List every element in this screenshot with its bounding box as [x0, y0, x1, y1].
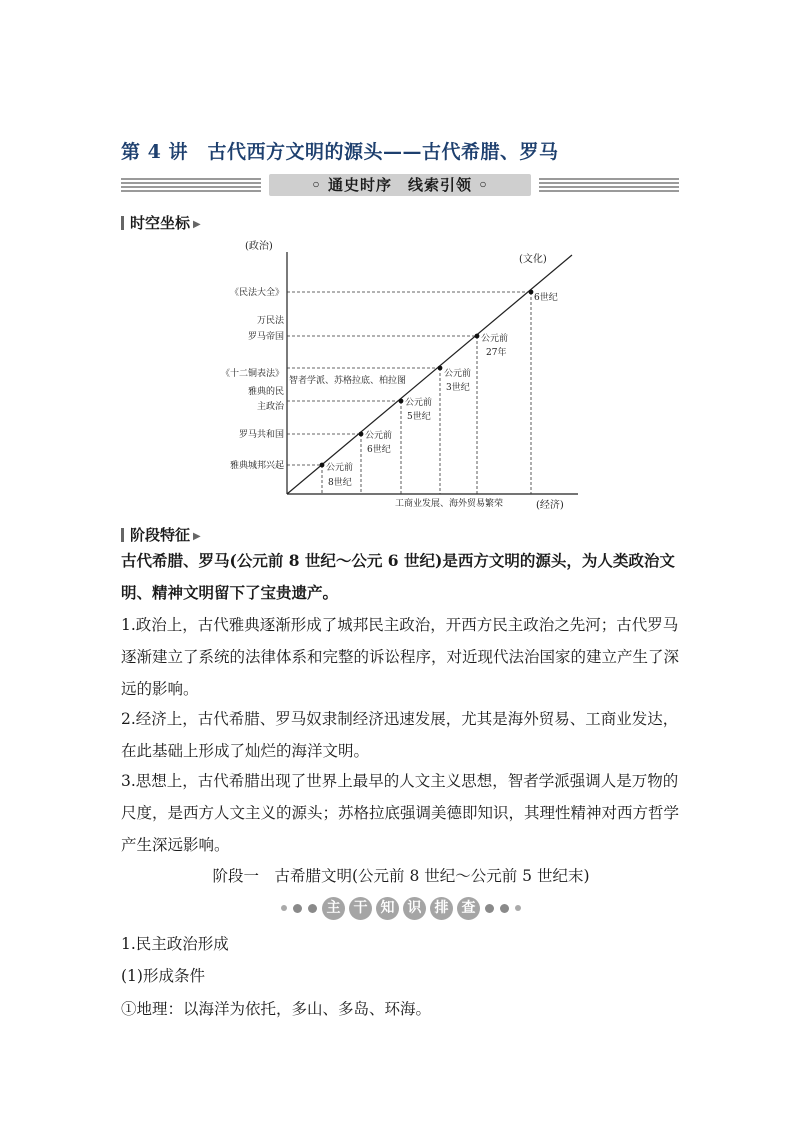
dot-icon — [293, 904, 302, 913]
point-label-2b: 6世纪 — [367, 445, 391, 455]
point-label-1a: 公元前 — [326, 463, 354, 473]
point-label-5b: 27年 — [486, 348, 507, 358]
dot-icon — [500, 904, 509, 913]
philosophers-note: 智者学派、苏格拉底、柏拉图 — [289, 376, 407, 386]
banner-char: 干 — [349, 897, 372, 920]
y-label-jus-gentium: 万民法 — [256, 316, 284, 326]
point-label-4a: 公元前 — [444, 369, 472, 379]
y-label-corpus-juris: 《民法大全》 — [229, 288, 284, 298]
section-banner — [121, 174, 679, 196]
y-label-athens-democracy-1: 雅典的民 — [247, 387, 284, 397]
stage-title: 阶段一 古希腊文明(公元前 8 世纪～公元前 5 世纪末) — [212, 867, 590, 885]
y-label-athens-democracy-2: 主政治 — [256, 402, 284, 412]
banner-char: 排 — [430, 897, 453, 920]
point-label-3a: 公元前 — [405, 398, 433, 408]
section-label-text: 阶段特征 — [130, 526, 191, 544]
page-title: 第 4 讲 古代西方文明的源头——古代希腊、罗马 — [121, 141, 559, 163]
point-label-2a: 公元前 — [365, 431, 393, 441]
point-label-3b: 5世纪 — [407, 412, 431, 422]
dot-icon — [281, 905, 287, 911]
point-6th-century-bc — [359, 432, 364, 437]
diagonal-label: (文化) — [519, 254, 547, 265]
section-label-timeline — [121, 212, 201, 233]
timeline-diagram — [200, 232, 590, 517]
banner-stripe-left — [121, 178, 261, 192]
point-27-bc — [475, 334, 480, 339]
y-label-athens-rise: 雅典城邦兴起 — [229, 461, 284, 471]
point-5th-century-bc — [399, 399, 404, 404]
banner-char: 识 — [403, 897, 426, 920]
y-label-roman-empire: 罗马帝国 — [247, 332, 284, 342]
content-subheading: (1)形成条件 — [121, 967, 205, 985]
x-axis-note: 工商业发展、海外贸易繁荣 — [395, 499, 504, 509]
banner-char: 主 — [322, 897, 345, 920]
section-label-text: 时空坐标 — [130, 214, 191, 232]
y-axis-label: (政治) — [245, 241, 273, 252]
triangle-right-icon: ▶ — [193, 531, 201, 542]
dot-icon — [308, 904, 317, 913]
content-heading: 1.民主政治形成 — [121, 935, 229, 953]
point-label-4b: 3世纪 — [446, 383, 470, 393]
section-bar-icon — [121, 216, 124, 230]
point-label-6a: 6世纪 — [534, 293, 558, 303]
point-label-5a: 公元前 — [481, 334, 509, 344]
point-paragraph-2: 2.经济上，古代希腊、罗马奴隶制经济迅速发展，尤其是海外贸易、工商业发达，在此基础上形成了灿烂的海洋文明。 — [121, 710, 679, 760]
point-3rd-century-bc — [438, 366, 443, 371]
banner-char: 查 — [457, 897, 480, 920]
section-label-features — [121, 524, 201, 545]
triangle-right-icon: ▶ — [193, 219, 201, 230]
timeline-points — [320, 290, 558, 488]
point-label-1b: 8世纪 — [328, 478, 352, 488]
banner-char: 知 — [376, 897, 399, 920]
banner-stripe-right — [539, 178, 679, 192]
point-8th-century-bc — [320, 463, 325, 468]
y-label-twelve-tables: 《十二铜表法》 — [220, 369, 284, 379]
knowledge-review-banner — [241, 896, 561, 920]
point-paragraph-1: 1.政治上，古代雅典逐渐形成了城邦民主政治，开西方民主政治之先河；古代罗马逐渐建立了系统的法律体系和完整的诉讼程序，对近现代法治国家的建立产生了深远的影响。 — [121, 616, 680, 698]
content-item: ①地理：以海洋为依托，多山、多岛、环海。 — [121, 1000, 432, 1018]
point-paragraph-3: 3.思想上，古代希腊出现了世界上最早的人文主义思想，智者学派强调人是万物的尺度，是西方人文主义的源头；苏格拉底强调美德即知识，其理性精神对西方哲学产生深远影响。 — [121, 772, 680, 854]
banner-label: ◦ 通史时序 线索引领 ◦ — [269, 174, 531, 196]
point-6th-century-ad — [529, 290, 534, 295]
x-axis-label: (经济) — [536, 500, 564, 511]
section-bar-icon — [121, 528, 124, 542]
dot-icon — [515, 905, 521, 911]
y-label-roman-republic: 罗马共和国 — [238, 430, 284, 440]
intro-paragraph: 古代希腊、罗马(公元前 8 世纪～公元 6 世纪)是西方文明的源头，为人类政治文明、精神文明留下了宝贵遗产。 — [121, 551, 675, 602]
dot-icon — [485, 904, 494, 913]
